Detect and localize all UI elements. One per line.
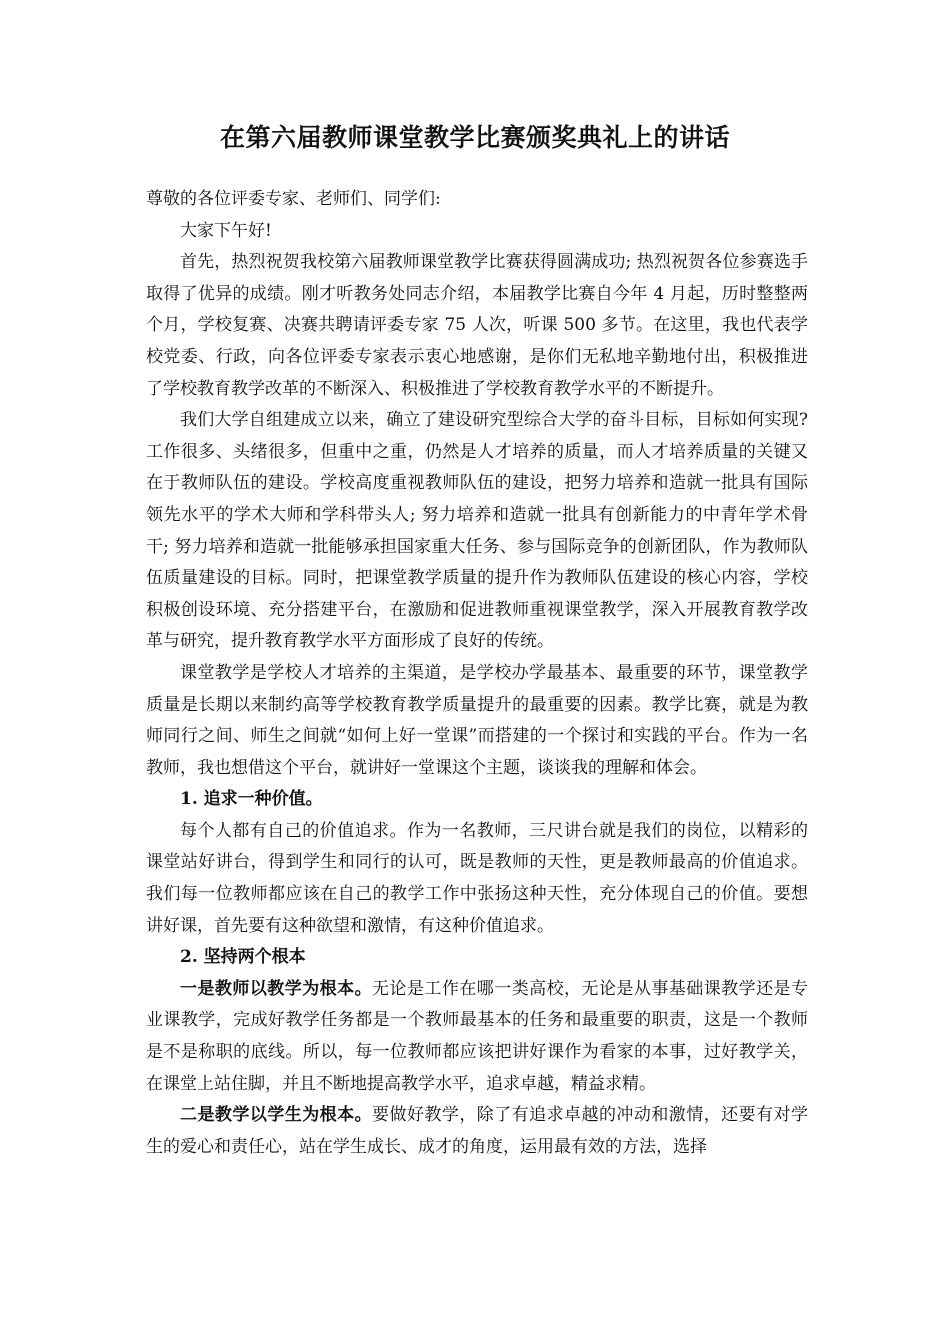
point-text: 要做好教学，除了有追求卓越的冲动和激情，还要有对学生的爱心和责任心，站在学生成长、成才的角度，运用最有效的方法，选择: [146, 1105, 809, 1157]
point-student-fundamental: [146, 1100, 808, 1163]
point-teaching-fundamental: [146, 974, 808, 1100]
point-lead: 一是教师以教学为根本。: [180, 978, 373, 999]
point-lead: 二是教学以学生为根本。: [180, 1105, 373, 1126]
section-heading-two-fundamentals: 2. 坚持两个根本: [180, 947, 306, 968]
paragraph-teacher-team: 我们大学自组建成立以来，确立了建设研究型综合大学的奋斗目标，目标如何实现? 工作很多、头绪很多，但重中之重，仍然是人才培养的质量，而人才培养质量的关键又在于教师队伍的建设。学校高度重视教师队伍的建设，把努力培养和造就一批具有国际领先水平的学术大师和学科带头人; 努力培养和造就一批具有创新能力的中青年学术骨干; 努力培养和造就一批能够承担国家重大任务、参与国际竞争的创新团队，作为教师队伍质量建设的目标。同时，把课堂教学质量的提升作为教师队伍建设的核心内容，学校积极创设环境、充分搭建平台，在激励和促进教师重视课堂教学，深入开展教育教学改革与研究，提升教育教学水平方面形成了良好的传统。: [146, 410, 808, 652]
section-heading-value: 1. 追求一种价值。: [180, 789, 323, 810]
paragraph-classroom-teaching: 课堂教学是学校人才培养的主渠道，是学校办学最基本、最重要的环节，课堂教学质量是长期以来制约高等学校教育教学质量提升的最重要的因素。教学比赛，就是为教师同行之间、师生之间就“如何上好一堂课”而搭建的一个探讨和实践的平台。作为一名教师，我也想借这个平台，就讲好一堂课这个主题，谈谈我的理解和体会。: [146, 662, 808, 778]
document-body: [146, 184, 808, 1163]
greeting: 大家下午好!: [180, 220, 272, 241]
section-text-value: 每个人都有自己的价值追求。作为一名教师，三尺讲台就是我们的岗位，以精彩的课堂站好讲台，得到学生和同行的认可，既是教师的天性，更是教师最高的价值追求。我们每一位教师都应该在自己的教学工作中张扬这种天性，充分体现自己的价值。要想讲好课，首先要有这种欲望和激情，有这种价值追求。: [146, 820, 808, 936]
point-text: 无论是工作在哪一类高校，无论是从事基础课教学还是专业课教学，完成好教学任务都是一个教师最基本的任务和最重要的职责，这是一个教师是不是称职的底线。所以，每一位教师都应该把讲好课作为看家的本事，过好教学关，在课堂上站住脚，并且不断地提高教学水平，追求卓越，精益求精。: [146, 978, 809, 1094]
paragraph-congratulations: 首先，热烈祝贺我校第六届教师课堂教学比赛获得圆满成功; 热烈祝贺各位参赛选手取得了优异的成绩。刚才听教务处同志介绍，本届教学比赛自今年 4 月起，历时整整两个月，学校复赛、决赛共聘请评委专家 75 人次，听课 500 多节。在这里，我也代表学校党委、行政，向各位评委专家表示衷心地感谢，是你们无私地辛勤地付出，积极推进了学校教育教学改革的不断深入、积极推进了学校教育教学水平的不断提升。: [146, 252, 808, 399]
salutation: 尊敬的各位评委专家、老师们、同学们:: [146, 189, 441, 209]
document-title: 在第六届教师课堂教学比赛颁奖典礼上的讲话: [219, 123, 730, 152]
